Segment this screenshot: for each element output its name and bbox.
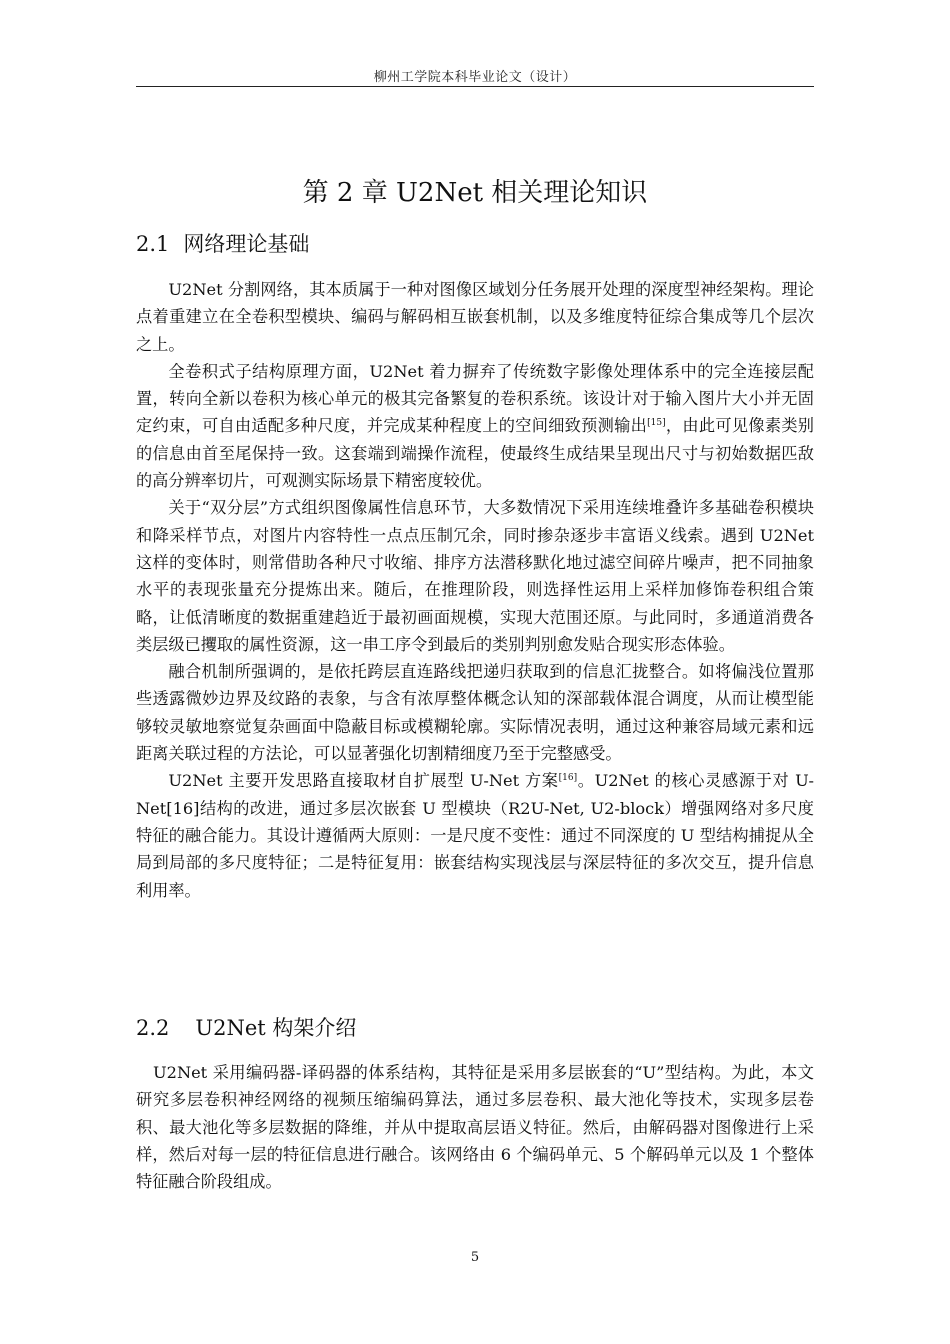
- header-rule: [136, 86, 814, 87]
- section-title-2-1: [136, 228, 309, 258]
- paragraph-text: 关于“双分层”方式组织图像属性信息环节，大多数情况下采用连续堆叠许多基础卷积模块和降采样节点，对图片内容特性一点点压制冗余，同时掺杂逐步丰富语义线索。遇到 U2Net 这样的变体时，则常借助各种尺寸收缩、排序方法潜移默化地过滤空间碎片噪声，把不同抽象水平的表现张量充分提炼出来。随后，在推理阶段，则选择性运用上采样加修饰卷积组合策略，让低清晰度的数据重建趋近于最初画面规模，实现大范围还原。与此同时，多通道消费各类层级已攫取的属性资源，这一串工序令到最后的类别判别愈发贴合现实形态体验。: [136, 498, 814, 654]
- paragraph-3: [136, 494, 814, 658]
- paragraph-text: 全卷积式子结构原理方面，U2Net 着力摒弃了传统数字影像处理体系中的完全连接层配置，转向全新以卷积为核心单元的极其完备繁复的卷积系统。该设计对于输入图片大小并无固定约束，可自由适配多种尺度，并完成某种程度上的空间细致预测输出: [136, 361, 814, 436]
- section-heading: 网络理论基础: [183, 232, 310, 256]
- paragraph-6: [136, 1059, 814, 1195]
- paragraph-text: U2Net 分割网络，其本质属于一种对图像区域划分任务展开处理的深度型神经架构。理论点着重建立在全卷积型模块、编码与解码相互嵌套机制，以及多维度特征综合集成等几个层次之上。: [136, 280, 814, 354]
- section-title-2-2: [136, 1012, 356, 1042]
- section-2-1-body: [136, 276, 814, 904]
- paragraph-2: [136, 358, 814, 494]
- paragraph-text: ，由此可见像素类别的信息由首至尾保持一致。这套端到端操作流程，使最终生成结果呈现出尺寸与初始数据匹敌的高分辨率切片，可观测实际场景下精密度较优。: [136, 416, 814, 491]
- paragraph-text: U2Net 采用编码器-译码器的体系结构，其特征是采用多层嵌套的“U”型结构。为此，本文研究多层卷积神经网络的视频压缩编码算法，通过多层卷积、最大池化等技术，实现多层卷积、最大池化等多层数据的降维，并从中提取高层语义特征。然后，由解码器对图像进行上采样，然后对每一层的特征信息进行融合。该网络由 6 个编码单元、5 个解码单元以及 1 个整体特征融合阶段组成。: [136, 1063, 814, 1192]
- citation: [16]: [558, 773, 578, 784]
- citation: [15]: [647, 418, 666, 429]
- page-number: 5: [470, 1250, 480, 1265]
- paragraph-text: 。U2Net 的核心灵感源于对 U-Net[16]结构的改进，通过多层次嵌套 U 型模块（R2U-Net, U2-block）增强网络对多尺度特征的融合能力。其设计遵循两大原则：一是尺度不变性：通过不同深度的 U 型结构捕捉从全局到局部的多尺度特征；二是特征复用：嵌套结构实现浅层与深层特征的多次交互，提升信息利用率。: [136, 771, 814, 900]
- chapter-title: 第 2 章 U2Net 相关理论知识: [302, 178, 648, 208]
- paragraph-text: 融合机制所强调的，是依托跨层直连路线把递归获取到的信息汇拢整合。如将偏浅位置那些透露微妙边界及纹路的表象，与含有浓厚整体概念认知的深部载体混合调度，从而让模型能够较灵敏地察觉复杂画面中隐蔽目标或模糊轮廓。实际情况表明，通过这种兼容局域元素和远距离关联过程的方法论，可以显著强化切割精细度乃至于完整感受。: [136, 662, 814, 764]
- header-text: 柳州工学院本科毕业论文（设计）: [373, 70, 577, 85]
- section-heading: U2Net 构架介绍: [195, 1016, 357, 1040]
- section-number: 2.2: [136, 1016, 170, 1040]
- section-number: 2.1: [136, 232, 170, 256]
- paragraph-text: U2Net 主要开发思路直接取材自扩展型 U-Net 方案: [168, 771, 559, 791]
- paragraph-4: [136, 658, 814, 767]
- paragraph-1: [136, 276, 814, 358]
- paragraph-5: [136, 767, 814, 903]
- section-2-2-body: [136, 1059, 814, 1195]
